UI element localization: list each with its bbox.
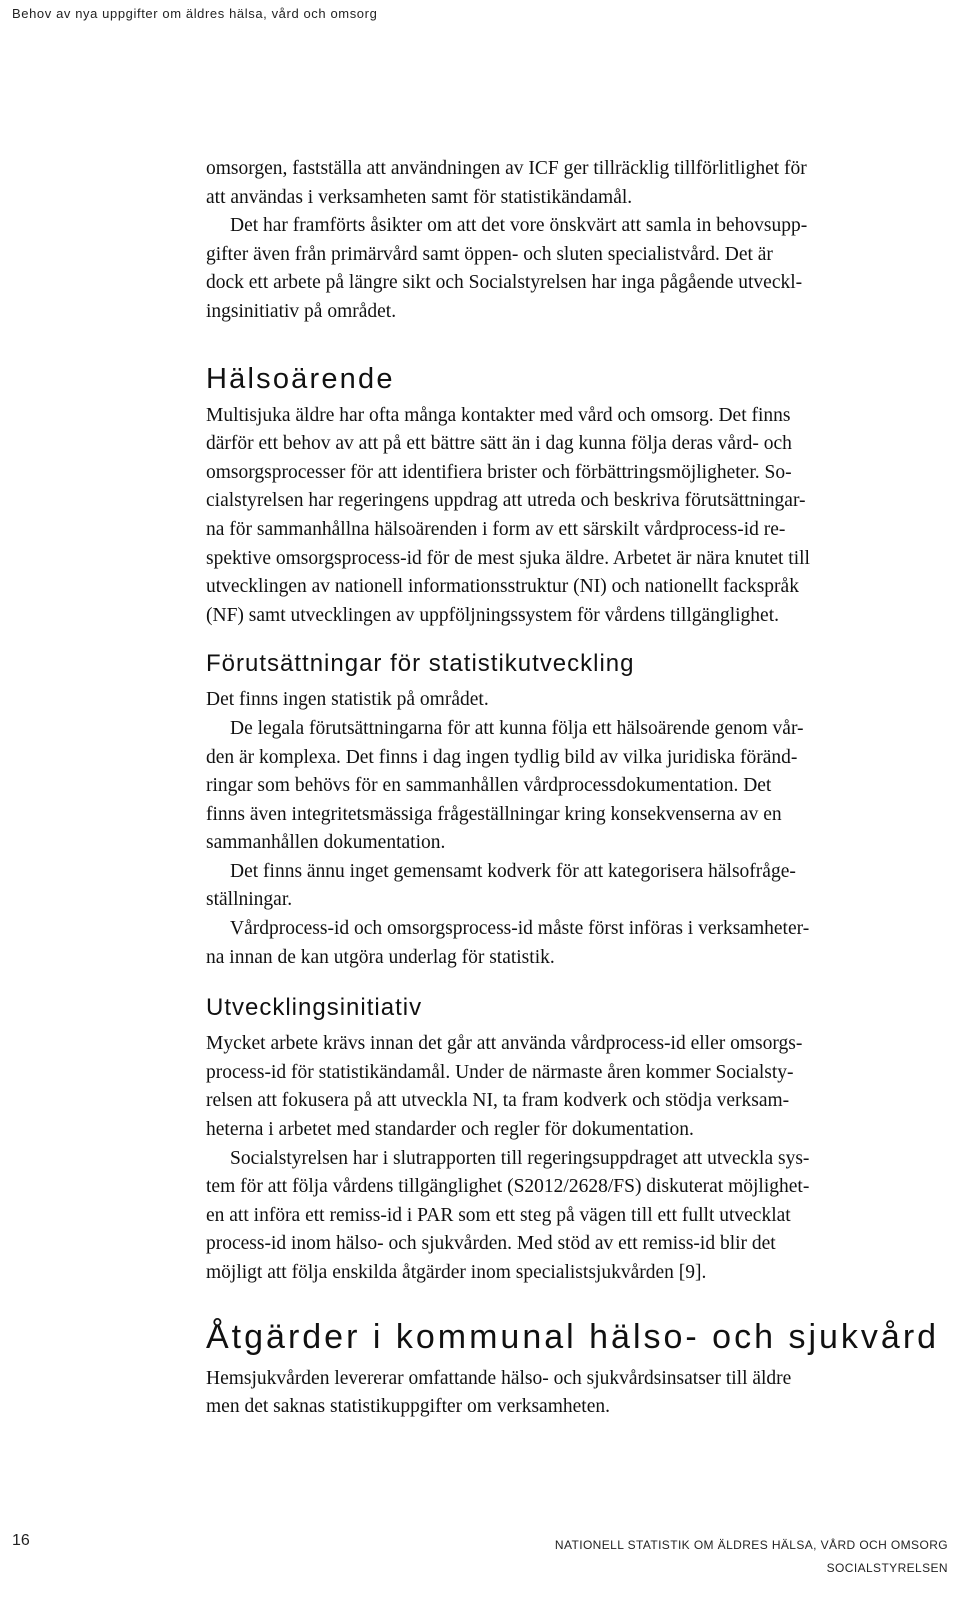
- subheading-utvecklingsinitiativ: Utvecklingsinitiativ: [206, 994, 423, 1022]
- atgarder-paragraph-1: Hemsjukvården levererar omfattande hälso- och sjukvårdsinsatser till äldre men det saknas statistikuppgifter om verksamheten.: [206, 1367, 792, 1418]
- utvecklingsinitiativ-paragraph-1: Mycket arbete krävs innan det går att använda vårdprocess-id eller omsorgs- process-id för statistikändamål. Under de närmaste åren kommer Socialsty- relsen att fokusera på att utveckla NI, ta fram kodverk och stödja verksam- heterna i arbetet med standarder och regler för dokumentation.: [206, 1033, 803, 1141]
- chapter-heading-atgarder: Åtgärder i kommunal hälso- och sjukvård: [206, 1317, 940, 1356]
- utvecklingsinitiativ-paragraph-2: Socialstyrelsen har i slutrapporten till regeringsuppdraget att utveckla sys- tem för att följa vårdens tillgänglighet (S2012/2628/FS) diskuterat möjlighet- en att införa ett remiss-id i PAR som ett steg på vägen till ett fullt utvecklat process-id inom hälso- och sjukvården. Med stöd av ett remiss-id blir det möjligt att följa enskilda åtgärder inom specialistsjukvården [9].: [206, 1147, 810, 1283]
- forutsattningar-paragraph-2: De legala förutsättningarna för att kunna följa ett hälsoärende genom vår- den är komplexa. Det finns i dag ingen tydlig bild av vilka juridiska föränd- ringar som behövs för en sammanhållen vårdprocessdokumentation. Det finns även integritetsmässiga frågeställningar kring konsekvenserna av en sammanhållen dokumentation.: [206, 717, 804, 854]
- page-body: [206, 155, 951, 1422]
- running-header: Behov av nya uppgifter om äldres hälsa, vård och omsorg: [12, 6, 378, 21]
- forutsattningar-paragraph-1: Det finns ingen statistik på området.: [206, 689, 489, 711]
- forutsattningar-paragraph-4: Vårdprocess-id och omsorgsprocess-id måste först införas i verksamheter- na innan de kan utgöra underlag för statistik.: [206, 918, 810, 968]
- footer-publisher: SOCIALSTYRELSEN: [826, 1561, 948, 1575]
- forutsattningar-paragraph-3: Det finns ännu inget gemensamt kodverk för att kategorisera hälsofråge- ställningar.: [206, 860, 796, 911]
- page-footer: [555, 1534, 948, 1580]
- halsoarende-paragraph-1: Multisjuka äldre har ofta många kontakter med vård och omsorg. Det finns därför ett behov av att på ett bättre sätt än i dag kunna följa deras vård- och omsorgsprocesser för att identifiera brister och förbättringsmöjligheter. So- cialstyrelsen har regeringens uppdrag att utreda och beskriva förutsättningar- na för sammanhållna hälsoärenden i form av ett särskilt vårdprocess-id re- spektive omsorgsprocess-id för de mest sjuka äldre. Arbetet är nära knutet till utvecklingen av nationell informationsstruktur (NI) och nationellt fackspråk (NF) samt utvecklingen av uppföljningssystem för vårdens tillgänglighet.: [206, 404, 810, 626]
- section-heading-halsoarende: Hälsoärende: [206, 362, 395, 395]
- subheading-forutsattningar: Förutsättningar för statistikutveckling: [206, 650, 635, 678]
- intro-paragraph-1: omsorgen, fastställa att användningen av ICF ger tillräcklig tillförlitlighet för att användas i verksamheten samt för statistikändamål.: [206, 158, 807, 208]
- intro-paragraph-2: Det har framförts åsikter om att det vore önskvärt att samla in behovsupp- gifter även från primärvård samt öppen- och sluten specialistvård. Det är dock ett arbete på längre sikt och Socialstyrelsen har inga pågående utveckl- ingsinitiativ på området.: [206, 215, 808, 322]
- footer-publication-title: NATIONELL STATISTIK OM ÄLDRES HÄLSA, VÅRD OCH OMSORG: [554, 1538, 948, 1552]
- page-number: 16: [12, 1532, 30, 1549]
